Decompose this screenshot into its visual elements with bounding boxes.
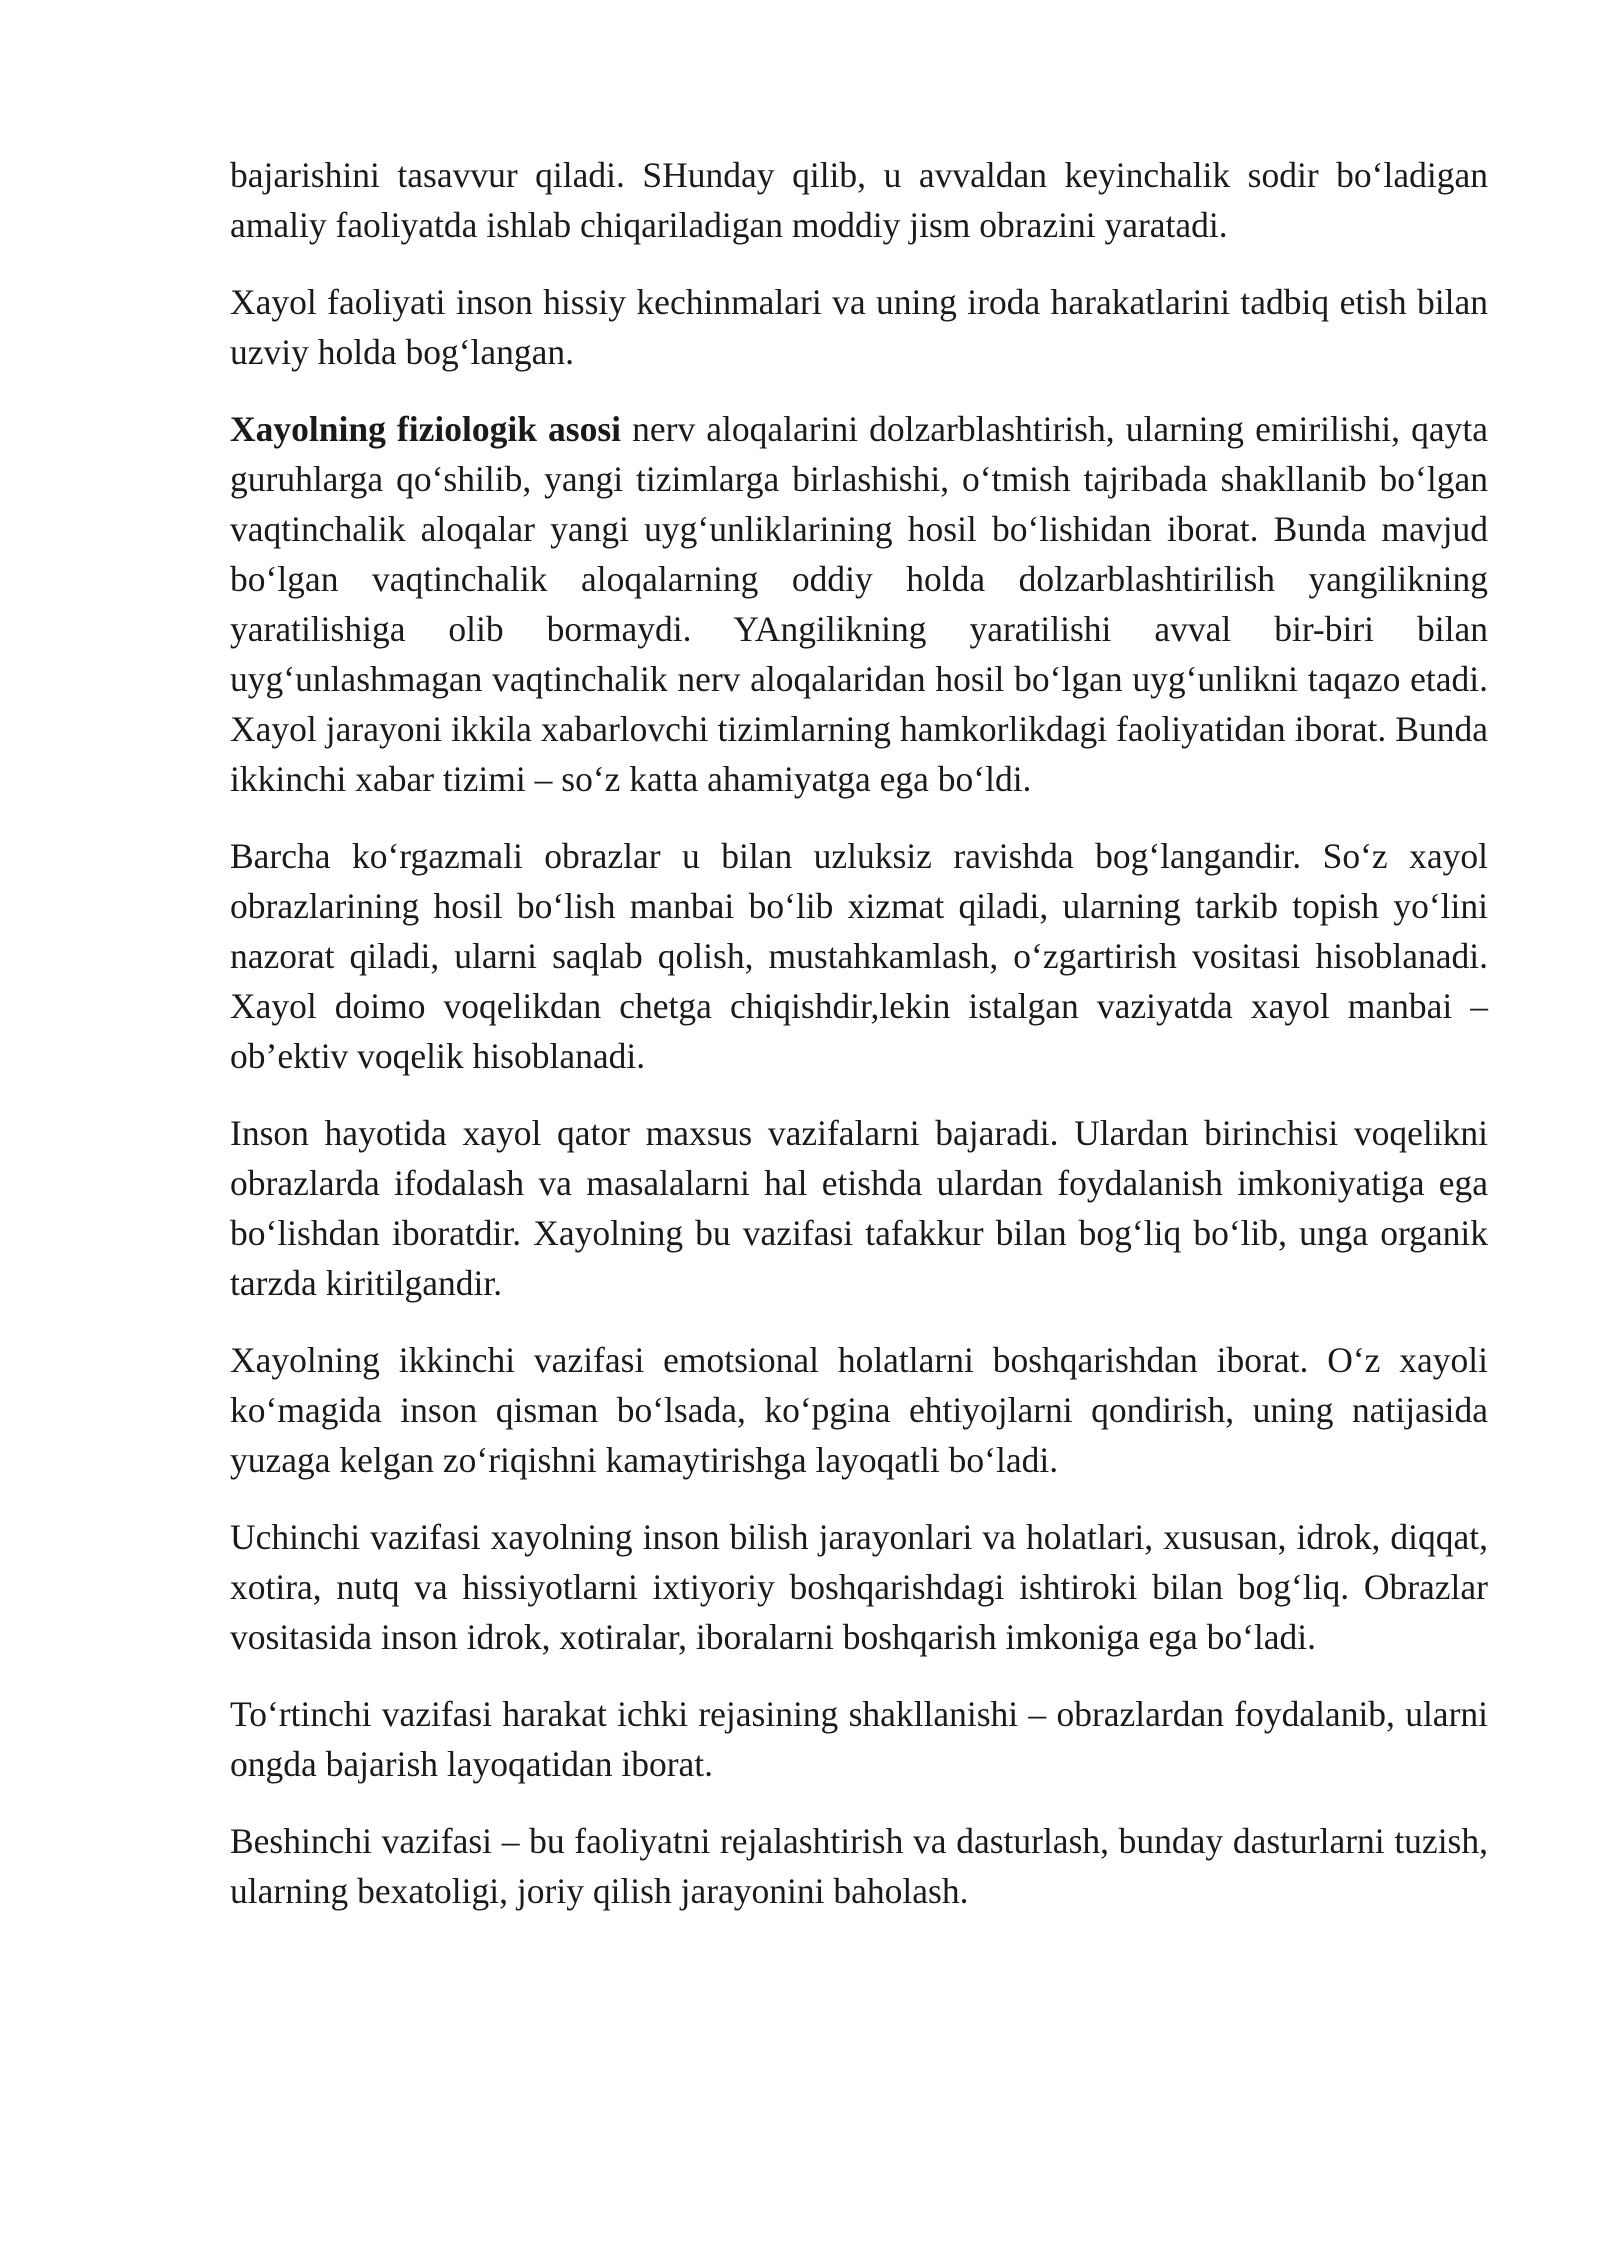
paragraph-8 (230, 1689, 1488, 1789)
paragraph-6 (230, 1335, 1488, 1485)
paragraph-3 (230, 404, 1488, 804)
paragraph-8-text: To‘rtinchi vazifasi harakat ichki rejasining shakllanishi – obrazlardan foydalanib, ularni ongda bajarish layoqatidan iborat. (230, 1694, 1488, 1784)
paragraph-3-bold-lead: Xayolning fiziologik asosi (230, 409, 622, 449)
paragraph-5-text: Inson hayotida xayol qator maxsus vazifalarni bajaradi. Ulardan birinchisi voqelikni obrazlarda ifodalash va masalalarni hal etishda ulardan foydalanish imkoniyatiga ega bo‘lishdan iboratdir. Xayolning bu vazifasi tafakkur bilan bog‘liq bo‘lib, unga organik tarzda kiritilgandir. (230, 1113, 1488, 1303)
paragraph-7-text: Uchinchi vazifasi xayolning inson bilish jarayonlari va holatlari, xususan, idrok, diqqat, xotira, nutq va hissiyotlarni ixtiyoriy boshqarishdagi ishtiroki bilan bog‘liq. Obrazlar vositasida inson idrok, xotiralar, iboralarni boshqarish imkoniga ega bo‘ladi. (230, 1517, 1488, 1657)
paragraph-7 (230, 1512, 1488, 1662)
paragraph-2-text: Xayol faoliyati inson hissiy kechinmalari va uning iroda harakatlarini tadbiq etish bilan uzviy holda bog‘langan. (230, 282, 1488, 372)
paragraph-3-text: nerv aloqalarini dolzarblashtirish, ularning emirilishi, qayta guruhlarga qo‘shilib, yangi tizimlarga birlashishi, o‘tmish tajribada shakllanib bo‘lgan vaqtinchalik aloqalar yangi uyg‘unliklarining hosil bo‘lishidan iborat. Bunda mavjud bo‘lgan vaqtinchalik aloqalarning oddiy holda dolzarblashtirilish yangilikning yaratilishiga olib bormaydi. YAngilikning yaratilishi avval bir-biri bilan uyg‘unlashmagan vaqtinchalik nerv aloqalaridan hosil bo‘lgan uyg‘unlikni taqazo etadi. Xayol jarayoni ikkila xabarlovchi tizimlarning hamkorlikdagi faoliyatidan iborat. Bunda ikkinchi xabar tizimi – so‘z katta ahamiyatga ega bo‘ldi. (230, 409, 1488, 799)
document-page (230, 150, 1488, 1943)
paragraph-9-text: Beshinchi vazifasi – bu faoliyatni rejalashtirish va dasturlash, bunday dasturlarni tuzish, ularning bexatoligi, joriy qilish jarayonini baholash. (230, 1821, 1488, 1911)
paragraph-4-text: Barcha ko‘rgazmali obrazlar u bilan uzluksiz ravishda bog‘langandir. So‘z xayol obrazlarining hosil bo‘lish manbai bo‘lib xizmat qiladi, ularning tarkib topish yo‘lini nazorat qiladi, ularni saqlab qolish, mustahkamlash, o‘zgartirish vositasi hisoblanadi. Xayol doimo voqelikdan chetga chiqishdir,lekin istalgan vaziyatda xayol manbai – ob’ektiv voqelik hisoblanadi. (230, 836, 1488, 1076)
paragraph-1-text: bajarishini tasavvur qiladi. SHunday qilib, u avvaldan keyinchalik sodir bo‘ladigan amaliy faoliyatda ishlab chiqariladigan moddiy jism obrazini yaratadi. (230, 155, 1488, 245)
paragraph-1 (230, 150, 1488, 250)
paragraph-4 (230, 831, 1488, 1081)
paragraph-5 (230, 1108, 1488, 1308)
paragraph-9 (230, 1816, 1488, 1916)
paragraph-2 (230, 277, 1488, 377)
paragraph-6-text: Xayolning ikkinchi vazifasi emotsional holatlarni boshqarishdan iborat. O‘z xayoli ko‘magida inson qisman bo‘lsada, ko‘pgina ehtiyojlarni qondirish, uning natijasida yuzaga kelgan zo‘riqishni kamaytirishga layoqatli bo‘ladi. (230, 1340, 1488, 1480)
